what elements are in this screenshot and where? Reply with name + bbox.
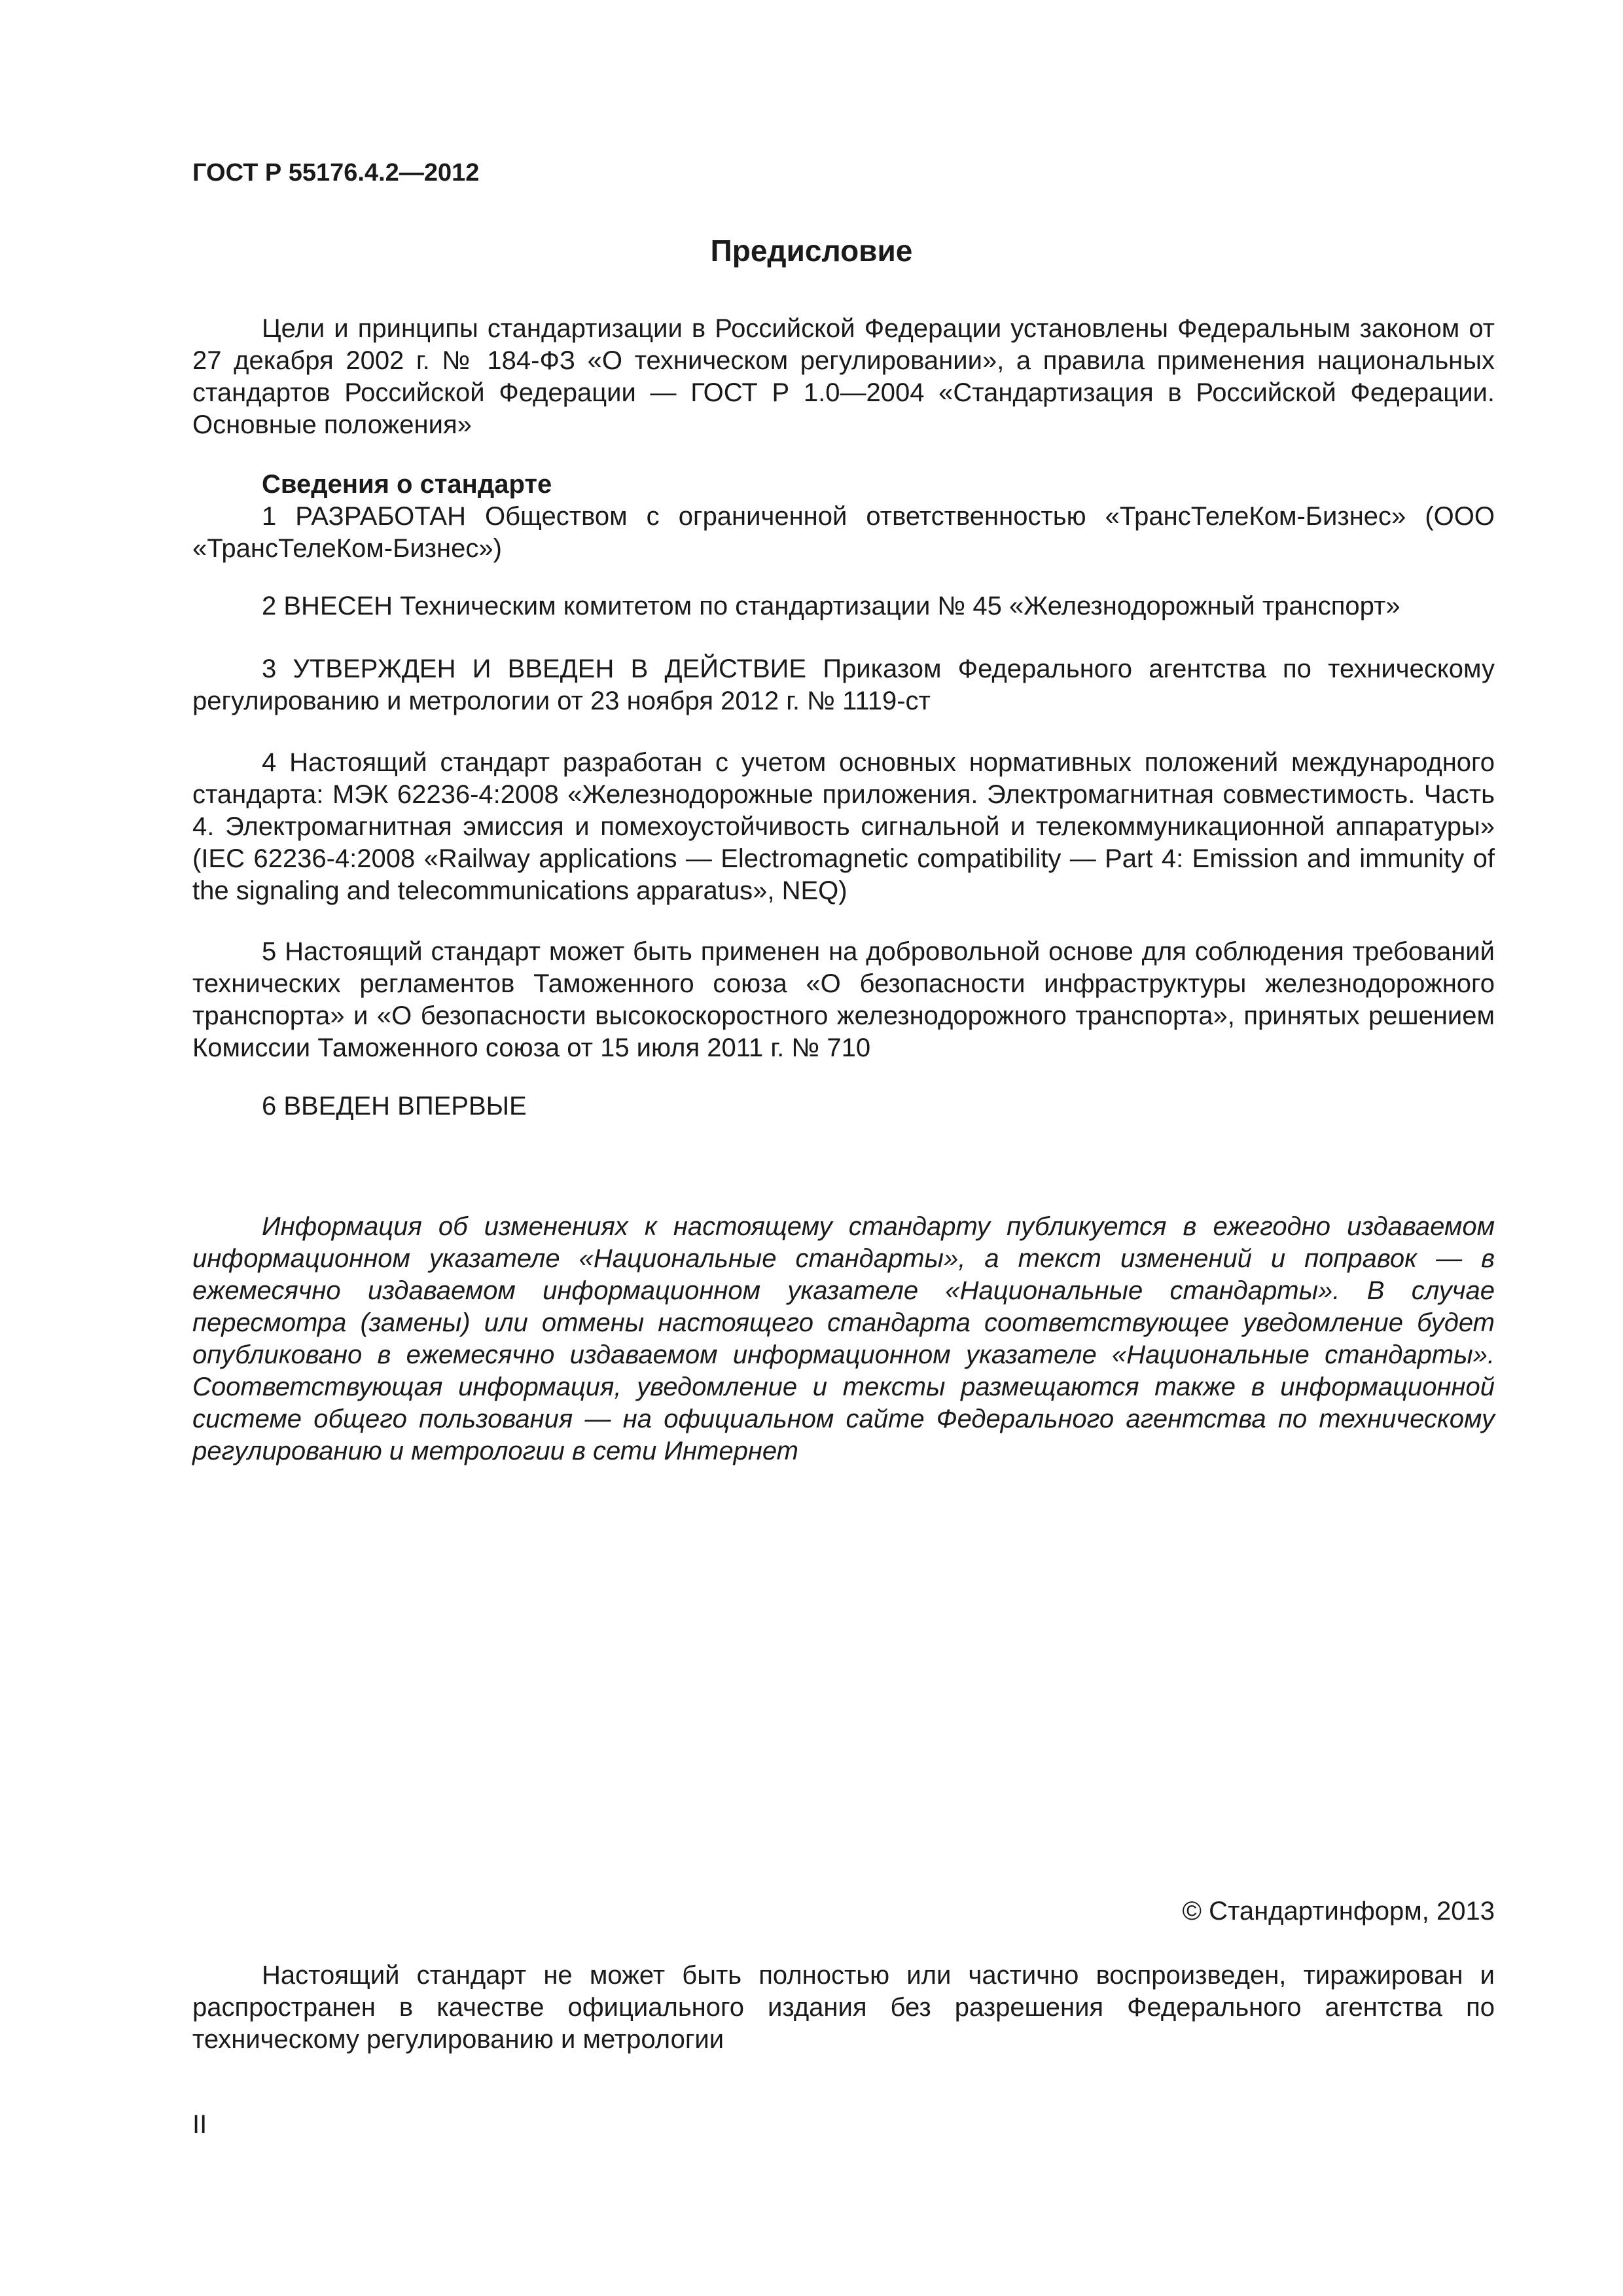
item-5: 5 Настоящий стандарт может быть применен на добровольной основе для соблюдения требований технических регламентов Таможенного союза «О безопасности инфраструктуры железнодорожного транспорта» и «О безопасности высокоскоростного железнодорожного транспорта», принятых решением Комиссии Таможенного союза от 15 июля 2011 г. № 710 [192, 937, 1495, 1062]
item-1: 1 РАЗРАБОТАН Обществом с ограниченной ответственностью «ТрансТелеКом-Бизнес» (ООО «ТрансТелеКом-Бизнес») [192, 502, 1495, 563]
page-title: Предисловие [710, 234, 913, 268]
item-6: 6 ВВЕДЕН ВПЕРВЫЕ [262, 1092, 527, 1121]
intro-paragraph: Цели и принципы стандартизации в Российской Федерации установлены Федеральным законом от 27 декабря 2002 г. № 184-ФЗ «О техническом регулировании», а правила применения национальных стандартов Российской Федерации — ГОСТ Р 1.0—2004 «Стандартизация в Российской Федерации. Основные положения» [192, 314, 1495, 439]
item-3: 3 УТВЕРЖДЕН И ВВЕДЕН В ДЕЙСТВИЕ Приказом Федерального агентства по техническому регулированию и метрологии от 23 ноября 2012 г. № 1119-ст [192, 655, 1495, 715]
copyright: © Стандартинформ, 2013 [1182, 1897, 1495, 1926]
notice-paragraph: Информация об изменениях к настоящему стандарту публикуется в ежегодно издаваемом информационном указателе «Национальные стандарты», а текст изменений и поправок — в ежемесячно издаваемом информационном указателе «Национальные стандарты». В случае пересмотра (замены) или отмены настоящего стандарта соответствующее уведомление будет опубликовано в ежемесячно издаваемом информационном указателе «Национальные стандарты». Соответствующая информация, уведомление и тексты размещаются также в информационной системе общего пользования — на официальном сайте Федерального агентства по техническому регулированию и метрологии в сети Интернет [192, 1212, 1495, 1465]
info-heading [192, 469, 1495, 501]
document-id: ГОСТ Р 55176.4.2—2012 [192, 159, 480, 187]
item-4: 4 Настоящий стандарт разработан с учетом основных нормативных положений международного стандарта: МЭК 62236-4:2008 «Железнодорожные приложения. Электромагнитная совместимость. Часть 4. Электромагнитная эмиссия и помехоустойчивость сигнальной и телекоммуникационной аппаратуры» (IEC 62236-4:2008 «Railway applications — Electromagnetic compatibility — Part 4: Emission and immunity of the signaling and telecommunications apparatus», NEQ) [192, 748, 1495, 905]
reproduction-notice: Настоящий стандарт не может быть полностью или частично воспроизведен, тиражирован и распространен в качестве официального издания без разрешения Федерального агентства по техническому регулированию и метрологии [192, 1961, 1495, 2054]
item-2: 2 ВНЕСЕН Техническим комитетом по стандартизации № 45 «Железнодорожный транспорт» [262, 592, 1400, 620]
info-heading-text: Сведения о стандарте [262, 470, 552, 499]
page-number: II [192, 2110, 207, 2139]
